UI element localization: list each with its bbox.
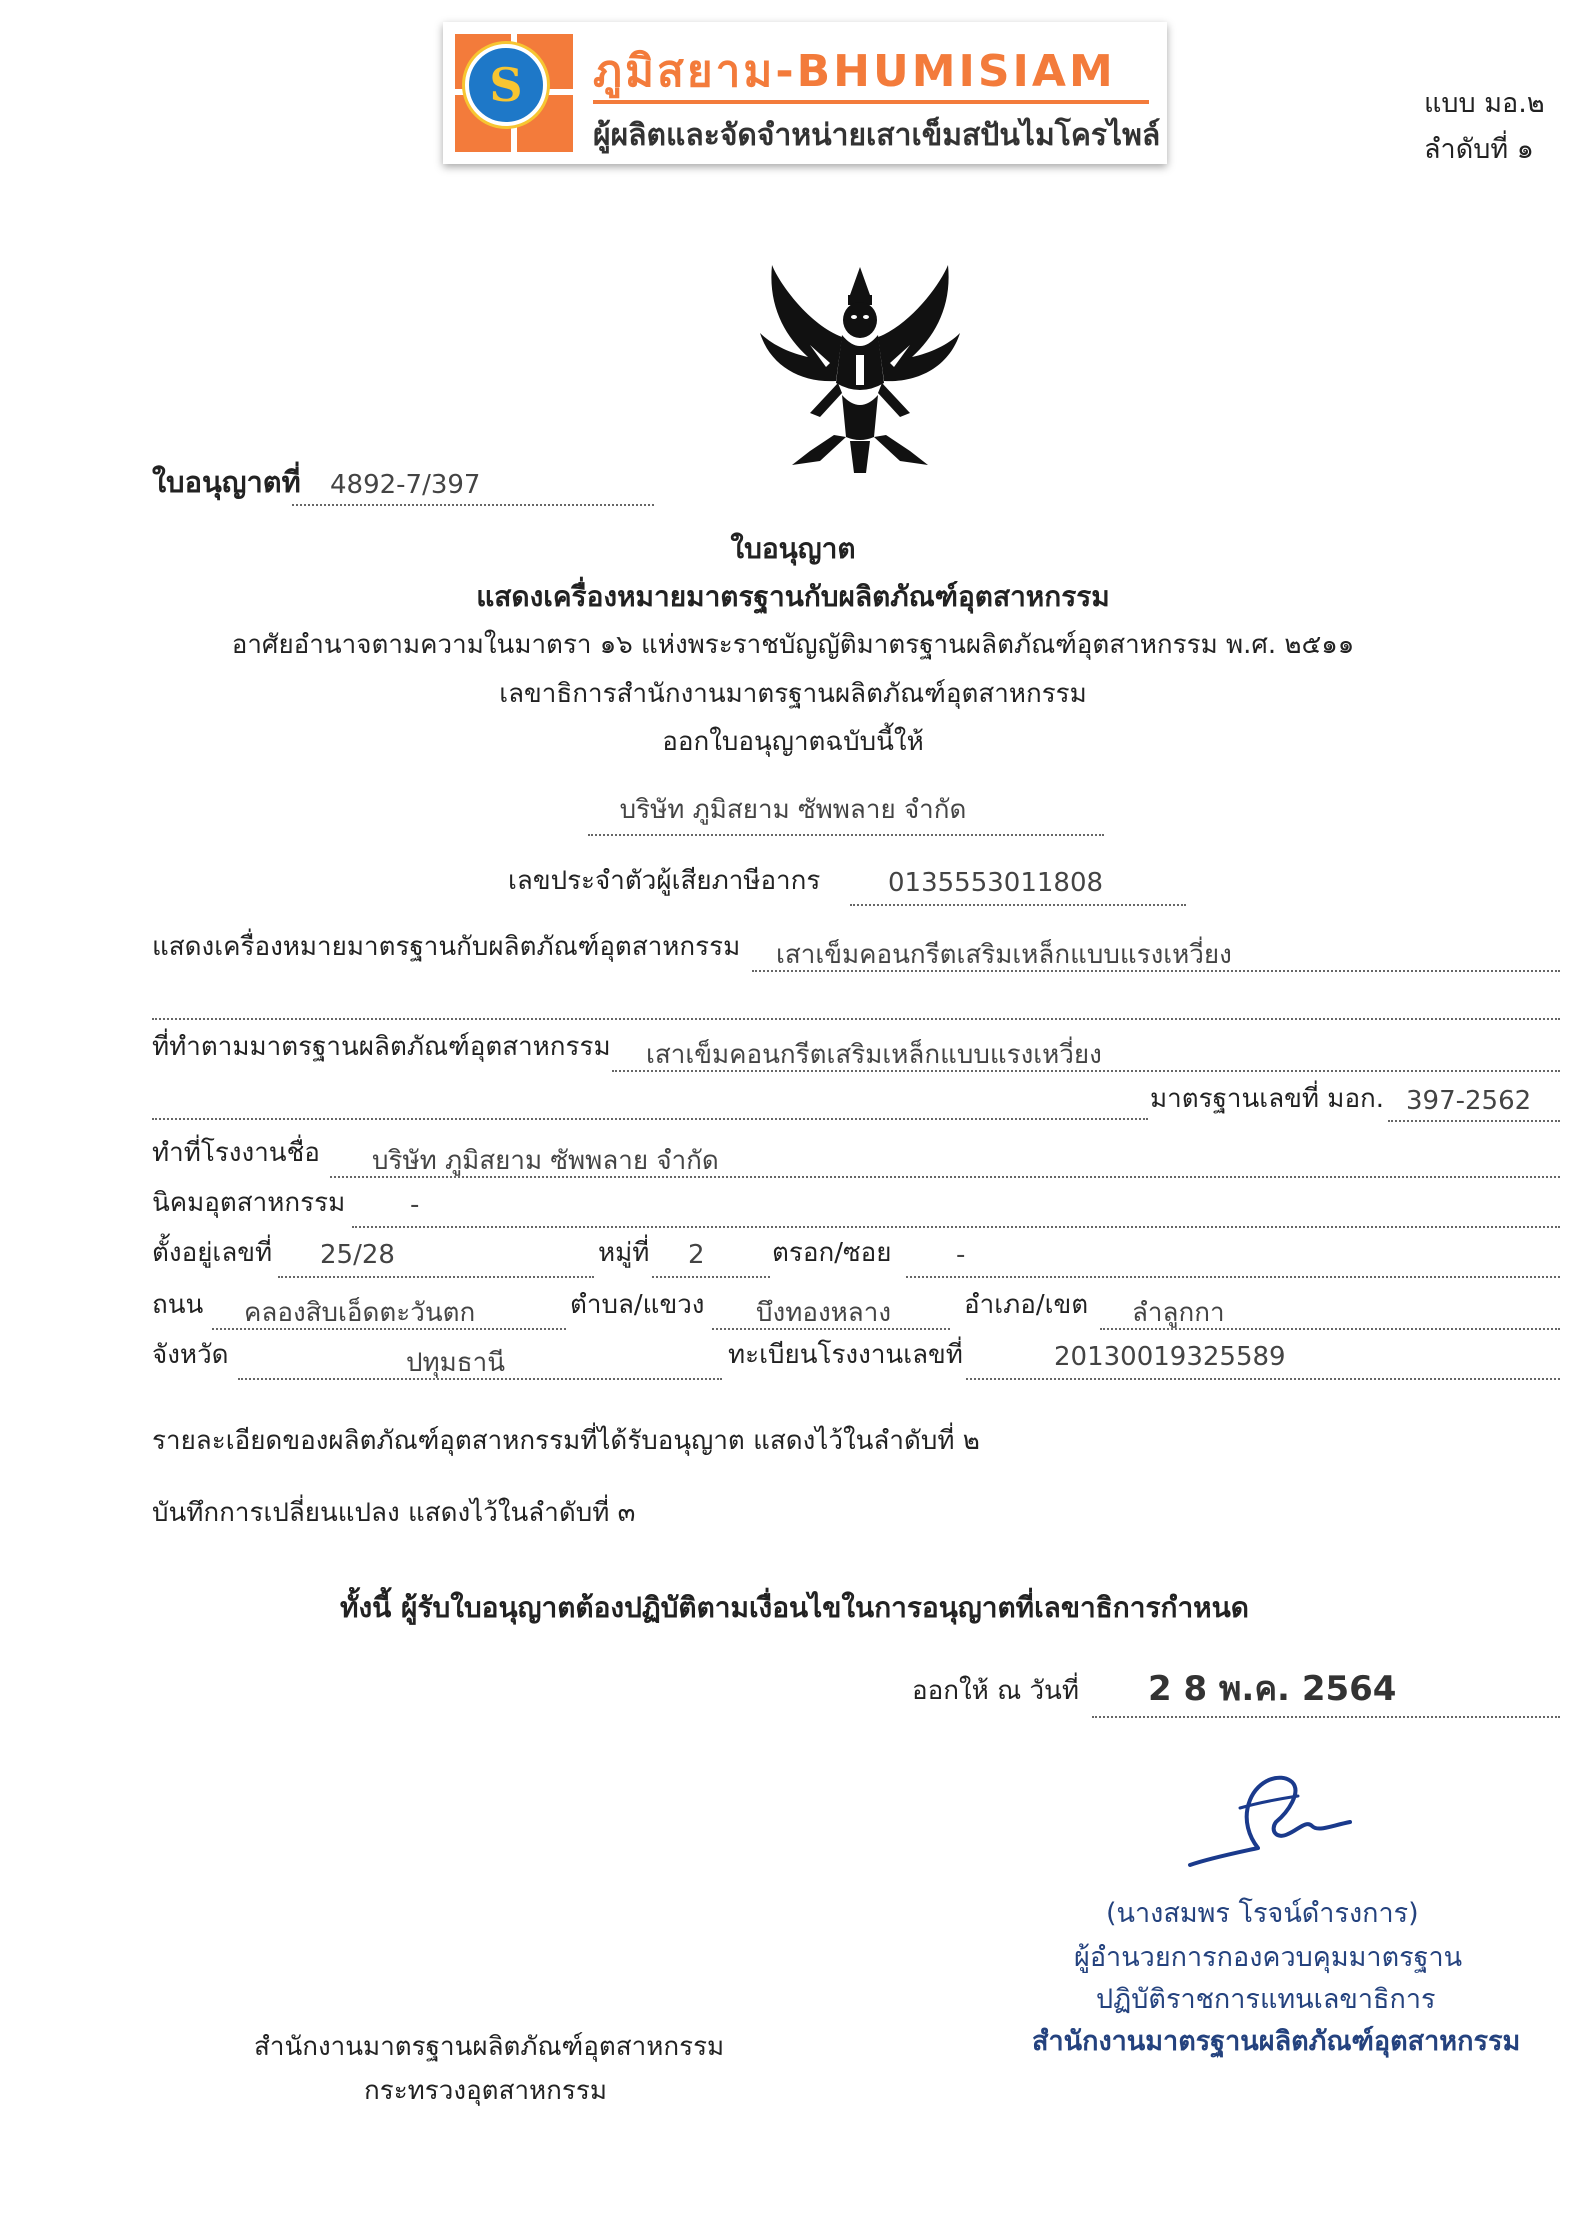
product-label: แสดงเครื่องหมายมาตรฐานกับผลิตภัณฑ์อุตสาหกรรม bbox=[152, 932, 741, 962]
logo-title: ภูมิสยาม-BHUMISIAM bbox=[593, 46, 1116, 97]
secretary-statement: เลขาธิการสำนักงานมาตรฐานผลิตภัณฑ์อุตสาหกรรม bbox=[499, 679, 1087, 709]
district-value: ลำลูกกา bbox=[1132, 1298, 1225, 1328]
issue-date-label: ออกให้ ณ วันที่ bbox=[912, 1676, 1079, 1706]
province-label: จังหวัด bbox=[152, 1340, 229, 1370]
factory-name-label: ทำที่โรงงานชื่อ bbox=[152, 1138, 320, 1168]
authority-statement: อาศัยอำนาจตามความในมาตรา ๑๖ แห่งพระราชบัญญัติมาตรฐานผลิตภัณฑ์อุตสาหกรรม พ.ศ. ๒๕๑๑ bbox=[231, 630, 1355, 660]
license-number-label: ใบอนุญาตที่ bbox=[152, 465, 301, 499]
form-code: แบบ มอ.๒ bbox=[1424, 88, 1545, 119]
standard-product-label: ที่ทำตามมาตรฐานผลิตภัณฑ์อุตสาหกรรม bbox=[152, 1032, 611, 1062]
issuing-ministry: กระทรวงอุตสาหกรรม bbox=[364, 2076, 607, 2106]
logo-emblem-icon: S bbox=[465, 44, 547, 126]
address-number-label: ตั้งอยู่เลขที่ bbox=[152, 1238, 273, 1268]
subdistrict-label: ตำบล/แขวง bbox=[570, 1290, 705, 1320]
logo-divider bbox=[593, 100, 1149, 104]
logo-subtitle: ผู้ผลิตและจัดจำหน่ายเสาเข็มสปันไมโครไพล์ bbox=[593, 118, 1161, 153]
signatory-acting-for: ปฏิบัติราชการแทนเลขาธิการ bbox=[1096, 1984, 1436, 2015]
province-value: ปทุมธานี bbox=[406, 1348, 506, 1378]
garuda-emblem-icon bbox=[750, 265, 970, 475]
license-number-value: 4892-7/397 bbox=[330, 470, 481, 500]
tax-id-label: เลขประจำตัวผู้เสียภาษีอากร bbox=[508, 866, 821, 896]
factory-registration-value: 20130019325589 bbox=[1054, 1342, 1286, 1372]
product-value: เสาเข็มคอนกรีตเสริมเหล็กแบบแรงเหวี่ยง bbox=[776, 940, 1232, 970]
district-label: อำเภอ/เขต bbox=[964, 1290, 1089, 1320]
issue-statement: ออกใบอนุญาตฉบับนี้ให้ bbox=[662, 727, 924, 757]
industrial-estate-value: - bbox=[410, 1190, 420, 1220]
industrial-estate-label: นิคมอุตสาหกรรม bbox=[152, 1188, 346, 1218]
form-sequence: ลำดับที่ ๑ bbox=[1424, 134, 1534, 165]
factory-registration-label: ทะเบียนโรงงานเลขที่ bbox=[728, 1340, 963, 1370]
standard-product-value: เสาเข็มคอนกรีตเสริมเหล็กแบบแรงเหวี่ยง bbox=[646, 1040, 1102, 1070]
issuing-office: สำนักงานมาตรฐานผลิตภัณฑ์อุตสาหกรรม bbox=[254, 2032, 725, 2062]
changes-note: บันทึกการเปลี่ยนแปลง แสดงไว้ในลำดับที่ ๓ bbox=[152, 1498, 636, 1528]
tax-id-value: 0135553011808 bbox=[888, 868, 1104, 898]
factory-name-value: บริษัท ภูมิสยาม ซัพพลาย จำกัด bbox=[372, 1146, 719, 1176]
licensee-name: บริษัท ภูมิสยาม ซัพพลาย จำกัด bbox=[619, 795, 967, 825]
details-note: รายละเอียดของผลิตภัณฑ์อุตสาหกรรมที่ได้รับอนุญาต แสดงไว้ในลำดับที่ ๒ bbox=[152, 1426, 980, 1456]
document-title: ใบอนุญาต bbox=[730, 532, 856, 565]
document-subtitle: แสดงเครื่องหมายมาตรฐานกับผลิตภัณฑ์อุตสาหกรรม bbox=[476, 580, 1110, 613]
moo-label: หมู่ที่ bbox=[598, 1238, 650, 1268]
signatory-name: (นางสมพร โรจน์ดำรงการ) bbox=[1106, 1898, 1419, 1929]
subdistrict-value: บึงทองหลาง bbox=[756, 1298, 892, 1328]
signatory-title: ผู้อำนวยการกองควบคุมมาตรฐาน bbox=[1074, 1942, 1463, 1973]
conditions-statement: ทั้งนี้ ผู้รับใบอนุญาตต้องปฏิบัติตามเงื่อนไขในการอนุญาตที่เลขาธิการกำหนด bbox=[340, 1591, 1249, 1624]
address-number-value: 25/28 bbox=[320, 1240, 395, 1270]
company-logo-banner bbox=[443, 22, 1167, 164]
standard-number-value: 397-2562 bbox=[1406, 1086, 1532, 1116]
handwritten-signature bbox=[1180, 1760, 1360, 1880]
road-value: คลองสิบเอ็ดตะวันตก bbox=[244, 1298, 476, 1328]
issue-date-value: 2 8 พ.ค. 2564 bbox=[1148, 1669, 1397, 1709]
moo-value: 2 bbox=[688, 1240, 705, 1270]
standard-number-label: มาตรฐานเลขที่ มอก. bbox=[1150, 1084, 1385, 1114]
signatory-office: สำนักงานมาตรฐานผลิตภัณฑ์อุตสาหกรรม bbox=[1032, 2026, 1521, 2057]
road-label: ถนน bbox=[152, 1290, 204, 1320]
soi-label: ตรอก/ซอย bbox=[772, 1238, 892, 1268]
soi-value: - bbox=[956, 1240, 966, 1270]
